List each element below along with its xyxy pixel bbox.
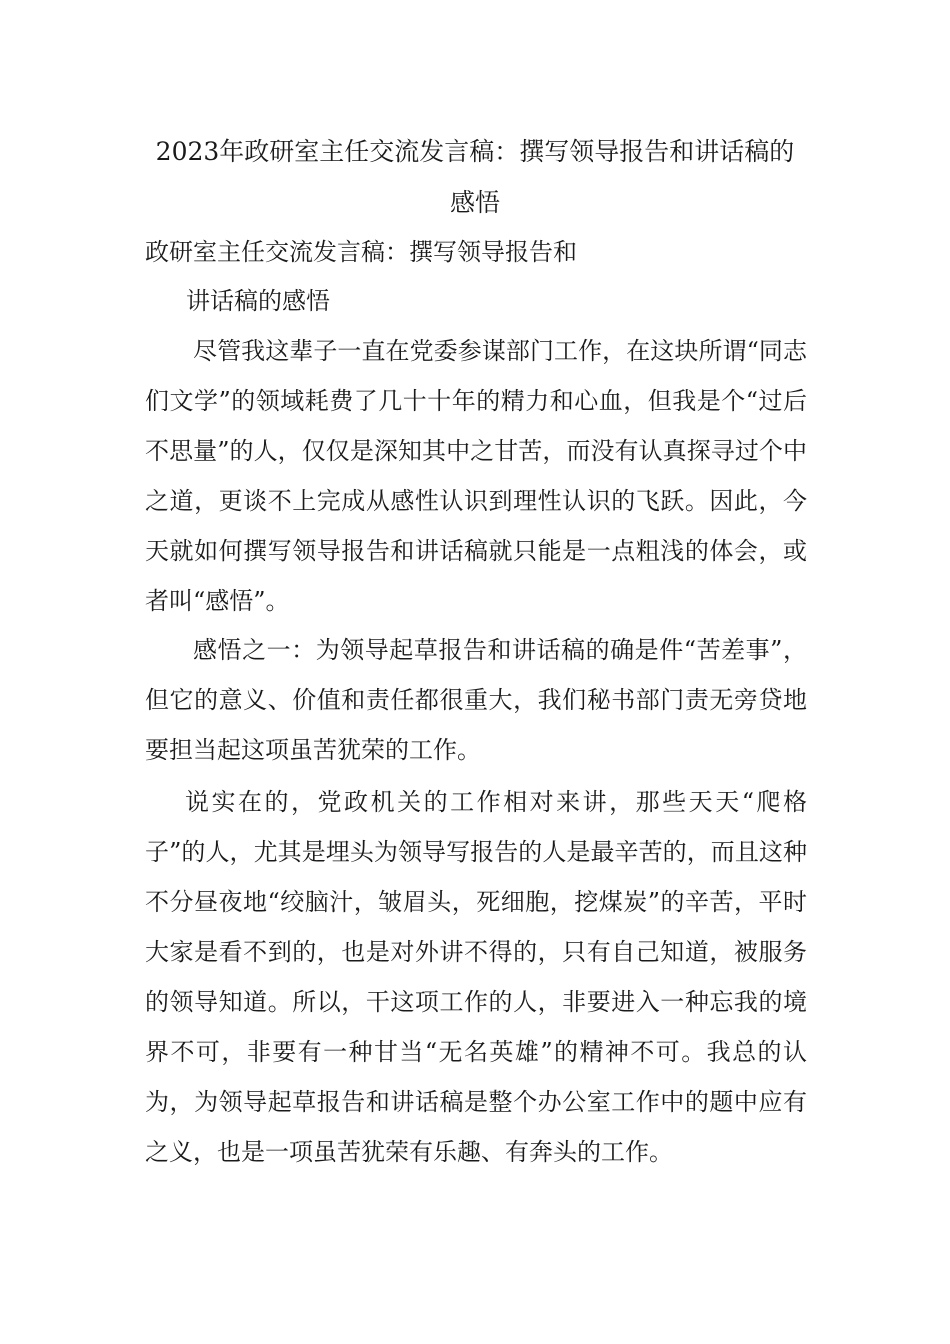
document-title-line-2: 感悟 xyxy=(449,188,500,217)
document-subtitle-line-2: 讲话稿的感悟 xyxy=(186,287,330,315)
body-paragraph: 说实在的，党政机关的工作相对来讲，那些天天“爬格子”的人，尤其是埋头为领导写报告的人是最辛苦的，而且这种不分昼夜地“绞脑汁，皱眉头，死细胞，挖煤炭”的辛苦，平时大家是看不到的，也是对外讲不得的，只有自己知道，被服务的领导知道。所以，干这项工作的人，非要进入一种忘我的境界不可，非要有一种甘当“无名英雄”的精神不可。我总的认为，为领导起草报告和讲话稿是整个办公室工作中的题中应有之义，也是一项虽苦犹荣有乐趣、有奔头的工作。 xyxy=(145,788,807,1166)
body-paragraph: 尽管我这辈子一直在党委参谋部门工作，在这块所谓“同志们文学”的领域耗费了几十十年的精力和心血，但我是个“过后不思量”的人，仅仅是深知其中之甘苦，而没有认真探寻过个中之道，更谈不上完成从感性认识到理性认识的飞跃。因此，今天就如何撰写领导报告和讲话稿就只能是一点粗浅的体会，或者叫“感悟”。 xyxy=(145,337,807,615)
body-paragraph: 感悟之一：为领导起草报告和讲话稿的确是件“苦差事”，但它的意义、价值和责任都很重大，我们秘书部门责无旁贷地要担当起这项虽苦犹荣的工作。 xyxy=(145,636,807,764)
document-title-line-1: 2023年政研室主任交流发言稿：撰写领导报告和讲话稿的 xyxy=(155,137,795,166)
document-subtitle-line-1: 政研室主任交流发言稿：撰写领导报告和 xyxy=(145,238,577,266)
